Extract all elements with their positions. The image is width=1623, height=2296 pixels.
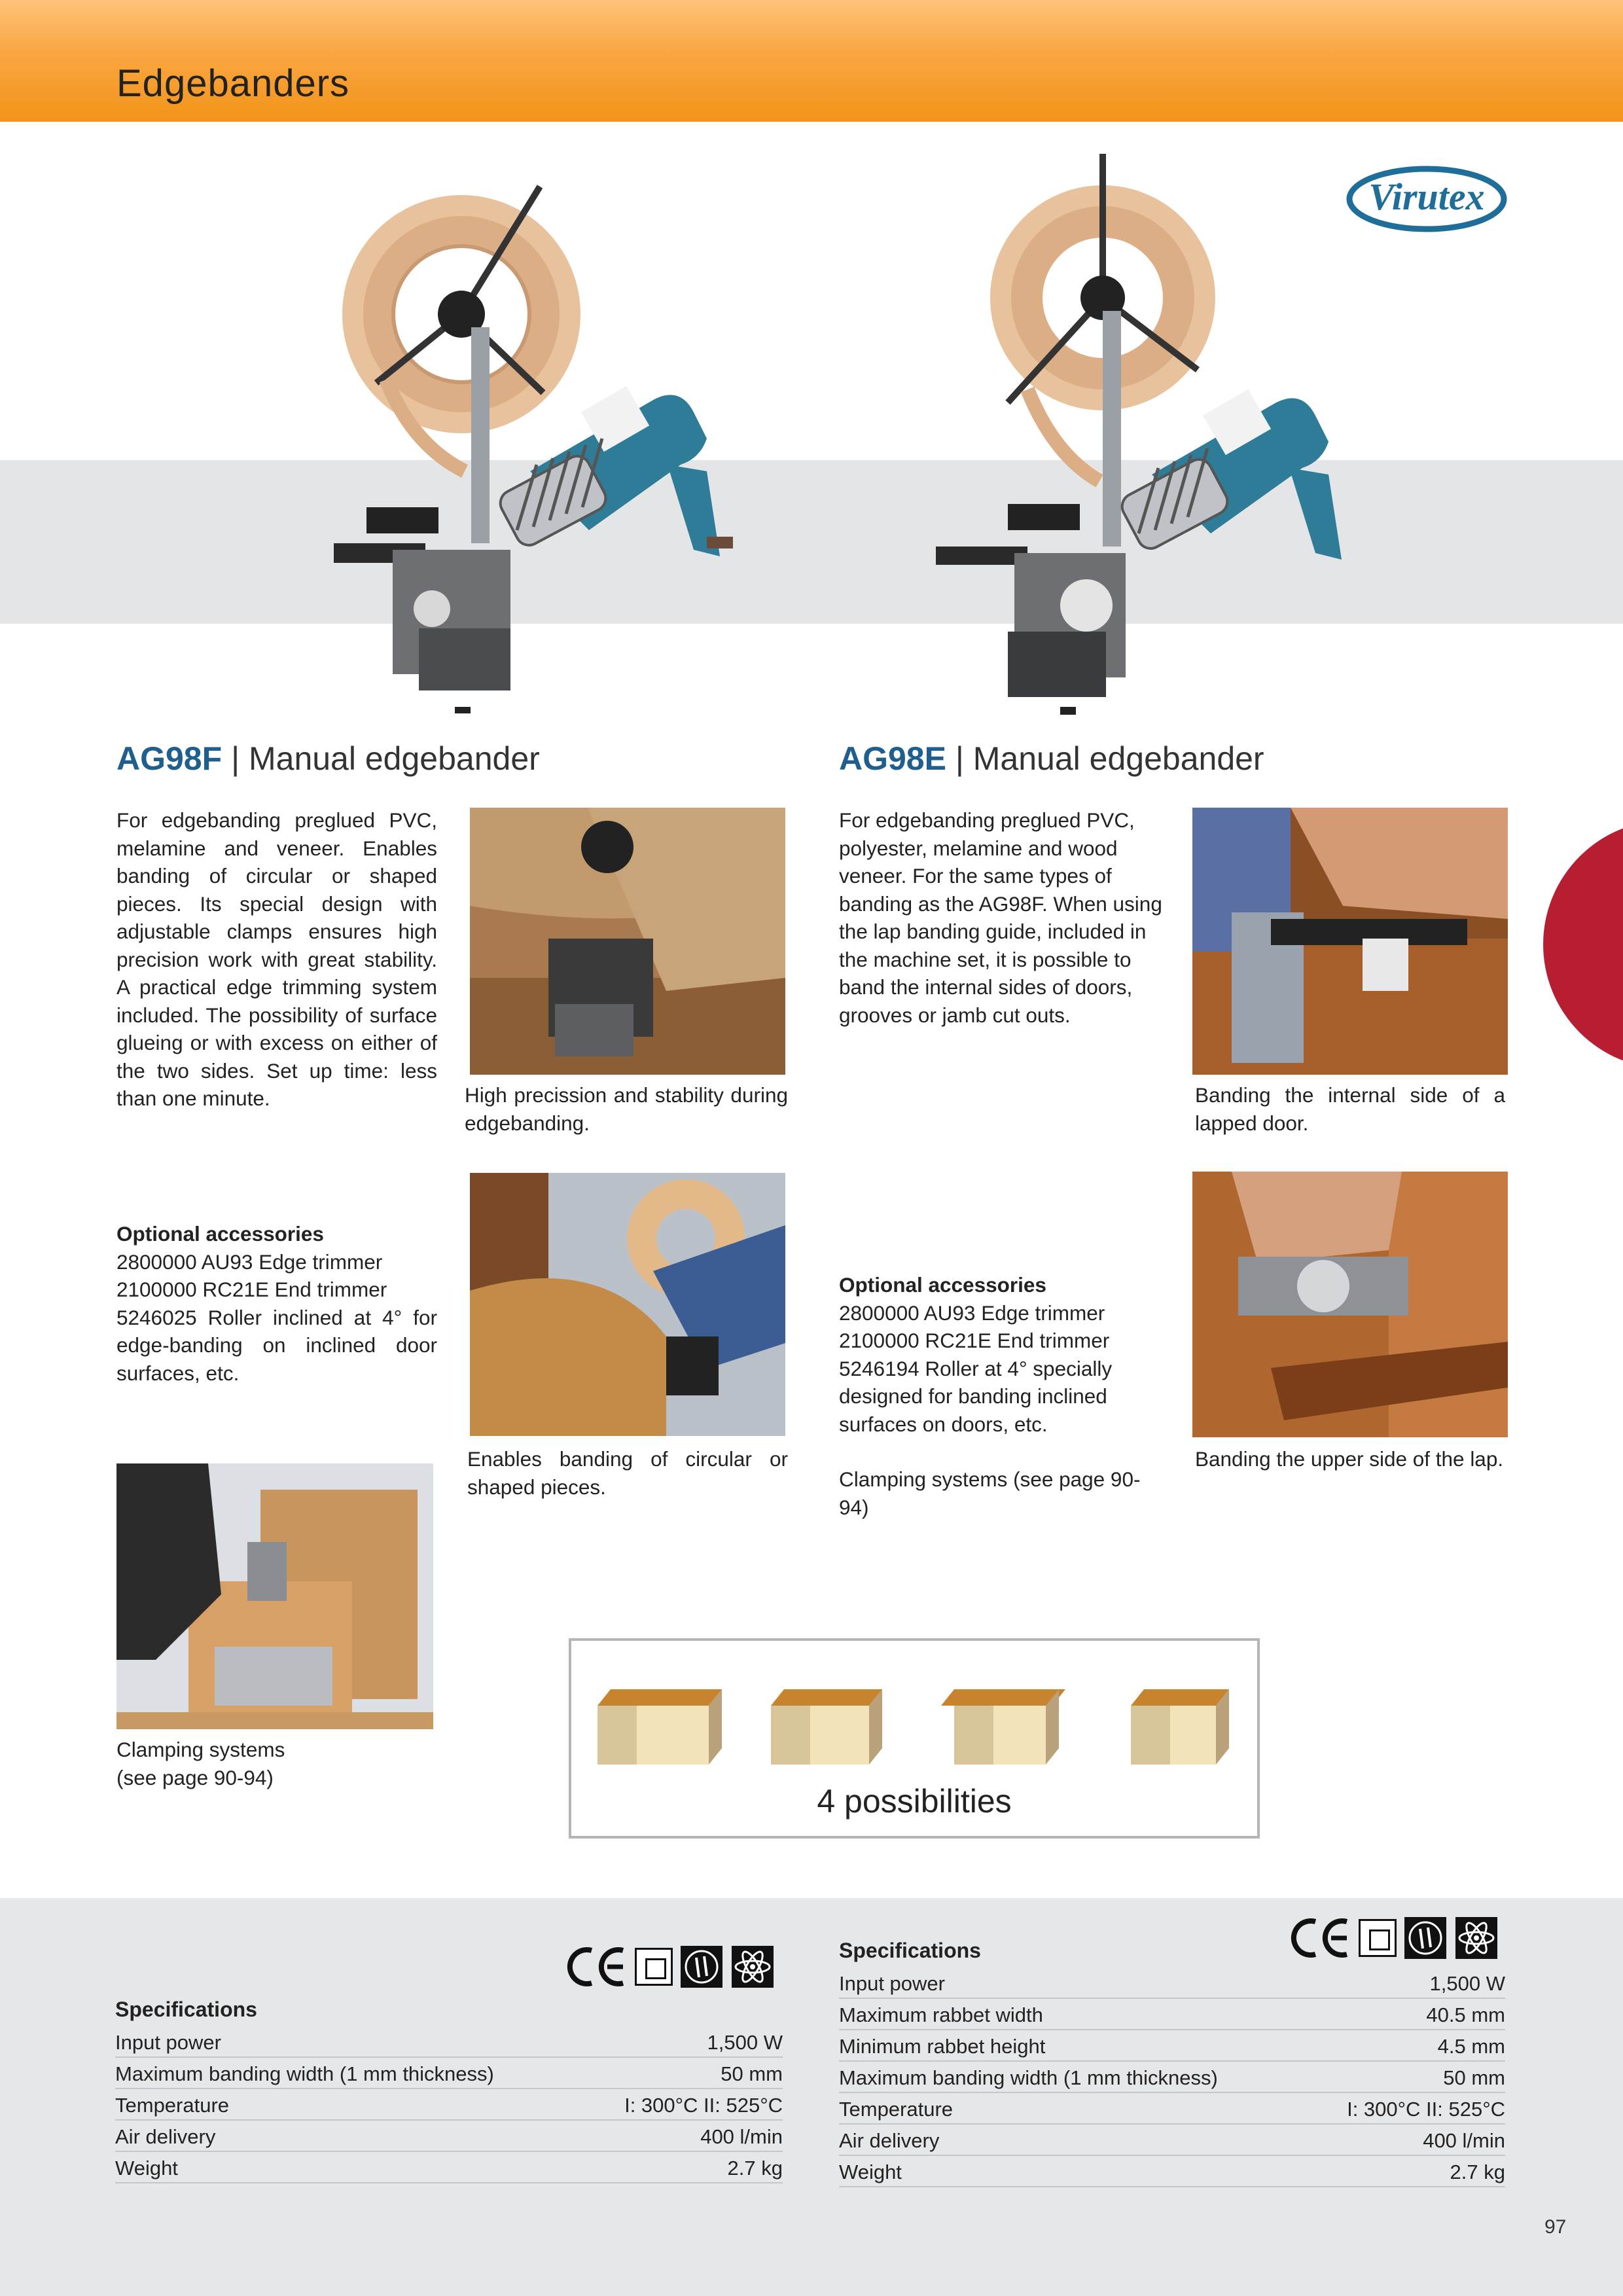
ag98e-caption-2: Banding the upper side of the lap.	[1195, 1447, 1504, 1471]
virutex-logo	[1342, 161, 1512, 240]
spec-row	[115, 2057, 783, 2089]
ag98f-name: Manual edgebander	[248, 740, 540, 777]
ag98e-caption-1: Banding the internal side of a lapped door.	[1195, 1083, 1505, 1135]
ag98e-photo-upper	[1192, 1172, 1508, 1437]
spec-row	[839, 1998, 1505, 2030]
title-separator: |	[231, 740, 240, 777]
accent-red-disc	[1543, 820, 1623, 1069]
spec-row	[839, 2155, 1505, 2187]
ce-mark-icon	[1287, 1915, 1352, 1961]
ag98f-title	[116, 740, 540, 778]
spec-value: I: 300°C II: 525°C	[1309, 2092, 1505, 2124]
edge-profile-icon	[941, 1689, 1065, 1765]
spec-value: 400 l/min	[586, 2120, 783, 2151]
spec-label: Maximum banding width (1 mm thickness)	[839, 2061, 1309, 2092]
ag98f-accessory-item: 5246025 Roller inclined at 4° for edge-banding on inclined door surfaces, etc.	[116, 1305, 437, 1385]
double-insulation-icon	[1359, 1919, 1397, 1957]
possibilities-box	[569, 1638, 1260, 1839]
edge-profile-icon	[1131, 1689, 1229, 1765]
ag98f-caption-2: Enables banding of circular or shaped pieces.	[467, 1447, 788, 1499]
ag98e-title	[839, 740, 1264, 778]
spec-label: Input power	[839, 1967, 1309, 1998]
spec-label: Input power	[115, 2026, 586, 2057]
ag98e-accessory-item: 5246194 Roller at 4° specially designed for banding inclined surfaces on doors, etc.	[839, 1356, 1113, 1436]
ag98e-description: For edgebanding preglued PVC, polyester, melamine and wood veneer. For the same types of banding as the AG98F. When using the lap banding guide, included in the machine set, it is possible to band the internal sides of doors, grooves or jamb cut outs.	[839, 808, 1162, 1027]
emc-atom-icon	[1454, 1916, 1499, 1960]
double-insulation-icon	[635, 1948, 673, 1986]
spec-value: 50 mm	[1309, 2061, 1505, 2092]
hero-band	[0, 460, 1623, 624]
edge-profile-icon	[597, 1689, 722, 1765]
ag98f-accessory-item: 2800000 AU93 Edge trimmer	[116, 1249, 383, 1274]
title-separator: |	[955, 740, 964, 777]
ag98e-photo-internal	[1192, 808, 1508, 1075]
spec-row	[839, 2124, 1505, 2155]
ag98f-photo-circular	[470, 1173, 785, 1436]
spec-value: 400 l/min	[1309, 2124, 1505, 2155]
clamping-caption	[116, 1736, 431, 1791]
spec-row	[115, 2151, 783, 2183]
ag98f-caption-1: High precission and stability during edgebanding.	[465, 1083, 788, 1135]
spec-row	[115, 2089, 783, 2120]
spec-row	[115, 2026, 783, 2057]
spec-value: I: 300°C II: 525°C	[586, 2089, 783, 2120]
spec-row	[839, 2092, 1505, 2124]
ag98f-photo-clamping	[116, 1463, 433, 1729]
spec-value: 2.7 kg	[1309, 2155, 1505, 2187]
ag98f-code: AG98F	[116, 740, 223, 777]
possibilities-label: 4 possibilities	[817, 1783, 1012, 1820]
spec-label: Temperature	[839, 2092, 1309, 2124]
ag98f-specs-table	[115, 2026, 783, 2183]
spec-label: Maximum rabbet width	[839, 1998, 1309, 2030]
ag98f-accessories	[116, 1220, 437, 1387]
ag98e-accessories	[839, 1271, 1166, 1521]
spec-row	[839, 1967, 1505, 1998]
spec-label: Weight	[115, 2151, 586, 2183]
edge-profile-illustrations	[597, 1670, 1239, 1774]
ag98e-code: AG98E	[839, 740, 946, 777]
spec-label: Weight	[839, 2155, 1309, 2187]
page-title: Edgebanders	[116, 62, 350, 105]
spec-value: 1,500 W	[586, 2026, 783, 2057]
spec-label: Minimum rabbet height	[839, 2030, 1309, 2061]
spec-row	[115, 2120, 783, 2151]
spec-value: 1,500 W	[1309, 1967, 1505, 1998]
ag98e-accessories-title: Optional accessories	[839, 1273, 1046, 1297]
spec-value: 40.5 mm	[1309, 1998, 1505, 2030]
ag98f-specs-title: Specifications	[115, 1998, 257, 2021]
ag98e-specs-title: Specifications	[839, 1939, 981, 1962]
spec-label: Temperature	[115, 2089, 586, 2120]
ag98e-name: Manual edgebander	[972, 740, 1264, 777]
emc-atom-icon	[730, 1945, 775, 1989]
hands-safety-icon	[679, 1945, 724, 1989]
ag98e-accessory-item: 2100000 RC21E End trimmer	[839, 1329, 1110, 1352]
ag98e-clamping-note: Clamping systems (see page 90-94)	[839, 1467, 1141, 1519]
ag98e-accessory-item: 2800000 AU93 Edge trimmer	[839, 1300, 1105, 1325]
ag98f-product-image	[314, 164, 733, 713]
spec-row	[839, 2030, 1505, 2061]
ag98f-description: For edgebanding preglued PVC, melamine and veneer. Enables banding of circular or shaped pieces. Its special design with adjustable clamps ensures high precision work with great stability. A practical edge trimming system included. The possibility of surface glueing or with excess on either of the two sides. Set up time: less than one minute.	[116, 808, 437, 1110]
spec-label: Air delivery	[115, 2120, 586, 2151]
clamping-caption-line: (see page 90-94)	[116, 1765, 274, 1789]
spec-value: 4.5 mm	[1309, 2030, 1505, 2061]
hands-safety-icon	[1403, 1916, 1448, 1960]
spec-value: 2.7 kg	[586, 2151, 783, 2183]
spec-label: Maximum banding width (1 mm thickness)	[115, 2057, 586, 2089]
clamping-caption-line: Clamping systems	[116, 1738, 285, 1761]
ag98e-specs-table	[839, 1967, 1505, 2187]
spec-label: Air delivery	[839, 2124, 1309, 2155]
spec-row	[839, 2061, 1505, 2092]
ag98e-product-image	[929, 147, 1348, 717]
ag98f-photo-precision	[470, 808, 785, 1075]
ag98e-certifications	[1287, 1915, 1499, 1961]
logo-text: Virutex	[1368, 175, 1485, 218]
ag98f-accessories-title: Optional accessories	[116, 1222, 324, 1246]
spec-value: 50 mm	[586, 2057, 783, 2089]
ce-mark-icon	[563, 1944, 628, 1990]
ag98f-certifications	[563, 1944, 775, 1990]
edge-profile-icon	[771, 1689, 882, 1765]
ag98f-accessory-item: 2100000 RC21E End trimmer	[116, 1278, 387, 1301]
page-number: 97	[1544, 2216, 1567, 2238]
